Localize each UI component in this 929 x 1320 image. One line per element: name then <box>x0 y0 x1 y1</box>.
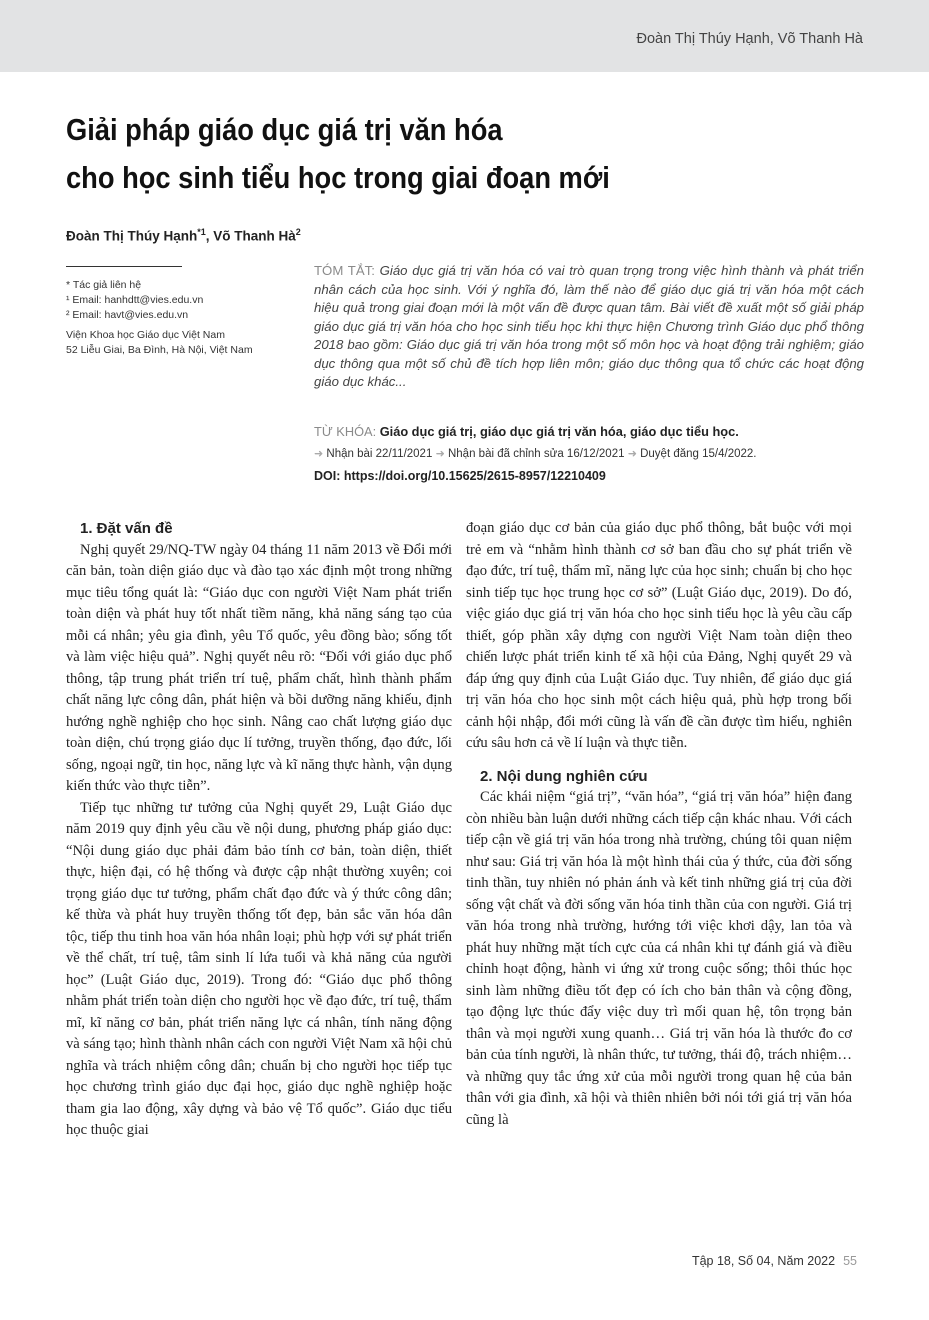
author-separator: , <box>205 228 214 244</box>
abstract <box>314 262 864 392</box>
author-1: Đoàn Thị Thúy Hạnh <box>66 228 198 244</box>
issue-info: Tập 18, Số 04, Năm 2022 <box>691 1254 836 1268</box>
page-footer <box>692 1254 857 1268</box>
column-left <box>66 518 452 1142</box>
keywords <box>314 424 874 439</box>
institution: Viện Khoa học Giáo dục Việt Nam <box>66 329 225 341</box>
arrow-icon: ➜ <box>314 448 324 460</box>
keywords-label: TỪ KHÓA: <box>314 424 380 439</box>
abstract-text: Giáo dục giá trị văn hóa có vai trò quan trọng trong việc hình thành và phát triển nhân cách của học sinh. Với ý nghĩa đó, làm thế nào để giáo dục giá trị văn hóa một cách hiệu quả trong giai đoạn mới là một vấn đề được quan tâm. Bài viết đề xuất một số giải pháp giáo dục giá trị văn hóa cho học sinh tiểu học khi thực hiện Chương trình Giáo dục phổ thông 2018 bao gồm: Giáo dục giá trị văn hóa trong một số môn học và hoạt động trải nghiệm; giáo dục thông qua một số chủ đề tích hợp liên môn; giáo dục thông qua tổ chức các hoạt động giáo dục khác... <box>314 263 864 389</box>
title-line-2: cho học sinh tiểu học trong giai đoạn mới <box>66 160 610 195</box>
column-right <box>466 518 852 1131</box>
title-line-1: Giải pháp giáo dục giá trị văn hóa <box>66 112 503 147</box>
email-2[interactable]: ² Email: havt@vies.edu.vn <box>66 309 189 321</box>
arrow-icon: ➜ <box>627 448 637 460</box>
page-number: 55 <box>843 1254 857 1268</box>
email-1[interactable]: ¹ Email: hanhdtt@vies.edu.vn <box>66 294 204 306</box>
section-2-paragraph-1: Các khái niệm “giá trị”, “văn hóa”, “giá trị văn hóa” hiện đang còn nhiều bàn luận dưới những cách tiếp cận khác nhau. Với cách tiếp cận về giá trị văn hóa trong nhà trường, chúng tôi quan niệm như sau: Giá trị văn hóa là một hình thái của ý thức, của đời sống tinh thần, tuy nhiên nó phản ánh và kết tinh những giá trị của đời sống vật chất và đời sống văn hóa tinh thần của con người. Giá trị văn hóa trong nhà trường, hướng tới việc khơi dậy, lan tỏa và phát huy những mặt tích cực của cá nhân khi tự đánh giá và điều chỉnh hoạt động, hành vi ứng xử trong cuộc sống; thôi thúc học sinh làm những điều tốt đẹp có ích cho bản thân và cộng đồng, tạo động lực thúc đẩy việc duy trì mối quan hệ, tôn trọng bản thân và mọi người xung quanh… Giá trị văn hóa là thước đo cơ bản của tính người, là nhân thức, tư tưởng, thái độ, trách nhiệm… và những quy tắc ứng xử của mỗi người trong quan hệ của bản thân với gia đình, xã hội và thiên nhiên bởi nói tới giá trị văn hóa cũng là <box>466 789 852 1128</box>
section-1-paragraph-1: Nghị quyết 29/NQ-TW ngày 04 tháng 11 năm 2013 về Đổi mới căn bản, toàn diện giáo dục và đào tạo xác định một trong những mục tiêu tổng quát là: “Giáo dục con người Việt Nam phát triển toàn diện và phát huy tốt nhất tiềm năng, khả năng sáng tạo của mỗi cá nhân; yêu gia đình, yêu Tổ quốc, yêu đồng bào; sống tốt và làm việc hiệu quả”. Nghị quyết nêu rõ: “Đối với giáo dục phổ thông, tập trung phát triển trí tuệ, phẩm chất, hình thành phẩm chất năng lực công dân, phát hiện và bồi dưỡng năng khiếu, định hướng nghề nghiệp cho học sinh. Nâng cao chất lượng giáo dục toàn diện, chú trọng giáo dục lí tưởng, truyền thống, đạo đức, lối sống, ngoại ngữ, tin học, năng lực và kĩ năng thực hành, vận dụng kiến thức vào thực tiễn”. <box>66 541 452 794</box>
author-line <box>66 227 301 244</box>
section-1-heading: 1. Đặt vấn đề <box>80 520 173 537</box>
author-notes <box>66 278 306 358</box>
date-received: Nhận bài 22/11/2021 <box>326 448 433 460</box>
article-title <box>66 106 770 202</box>
footnote-rule <box>66 266 182 267</box>
section-2-heading: 2. Nội dung nghiên cứu <box>480 767 648 785</box>
abstract-label: TÓM TẮT: <box>314 263 380 278</box>
section-1-paragraph-2-continued: đoạn giáo dục cơ bản của giáo dục phổ thông, bắt buộc với mọi trẻ em và “nhằm hình thành cơ sở ban đầu cho sự phát triển về đạo đức, trí tuệ, thẩm mĩ, năng lực của học sinh; chuẩn bị cho học sinh tiếp tục học trung học cơ sở” (Luật Giáo dục, 2019). Do đó, việc giáo dục giá trị văn hóa cho học sinh tiểu học là yêu cầu cấp thiết, góp phần xây dựng con người Việt Nam toàn diện theo chiến lược phát triển kinh tế xã hội của Đảng, Nghị quyết 29 và đáp ứng quy định của Luật Giáo dục. Tuy nhiên, để giáo dục giá trị văn hóa cho học sinh một cách hiệu quả, phù hợp trong bối cảnh hội nhập, đổi mới cũng là vấn đề cần được tìm hiểu, nghiên cứu sâu hơn cả về lí luận và thực tiễn. <box>466 520 852 751</box>
article-dates <box>314 447 874 460</box>
arrow-icon: ➜ <box>435 448 445 460</box>
date-accepted: Duyệt đăng 15/4/2022. <box>640 448 757 460</box>
keywords-text: Giáo dục giá trị, giáo dục giá trị văn hóa, giáo dục tiểu học. <box>379 424 739 439</box>
author-2: Võ Thanh Hà <box>213 228 296 244</box>
section-1-paragraph-2: Tiếp tục những tư tưởng của Nghị quyết 29, Luật Giáo dục năm 2019 quy định yêu cầu về nội dung, phương pháp giáo dục: “Nội dung giáo dục phải đảm bảo tính cơ bản, toàn diện, thiết thực, hiện đại, có hệ thống và được cập nhật thường xuyên; coi trọng giáo dục tư tưởng, phẩm chất đạo đức và ý thức công dân; kế thừa và phát huy truyền thống tốt đẹp, bản sắc văn hóa dân tộc, tiếp thu tinh hoa văn hóa nhân loại; phù hợp với sự phát triển về thể chất, trí tuệ, tâm sinh lí lứa tuổi và khả năng của người học” (Luật Giáo dục, 2019). Trong đó: “Giáo dục phổ thông nhằm phát triển toàn diện cho người học về đạo đức, trí tuệ, thẩm mĩ, kĩ năng cơ bản, phát triển năng lực cá nhân, tính năng động và sáng tạo; hình thành nhân cách con người Việt Nam xã hội chủ nghĩa và trách nhiệm công dân; chuẩn bị cho người học tiếp tục học chương trình giáo dục đại học, giáo dục nghề nghiệp hoặc tham gia lao động, xây dựng và bảo vệ Tổ quốc”. Giáo dục tiểu học thuộc giai <box>66 799 452 1138</box>
author-1-mark: *1 <box>197 227 206 237</box>
date-revised: Nhận bài đã chỉnh sửa 16/12/2021 <box>447 448 625 460</box>
institution-address: 52 Liễu Giai, Ba Đình, Hà Nội, Việt Nam <box>66 344 253 356</box>
author-2-mark: 2 <box>295 227 301 237</box>
running-header: Đoàn Thị Thúy Hạnh, Võ Thanh Hà <box>636 31 863 47</box>
doi-link[interactable]: DOI: https://doi.org/10.15625/2615-8957/12210409 <box>314 469 606 483</box>
corresponding-note: * Tác giả liên hệ <box>66 279 142 291</box>
